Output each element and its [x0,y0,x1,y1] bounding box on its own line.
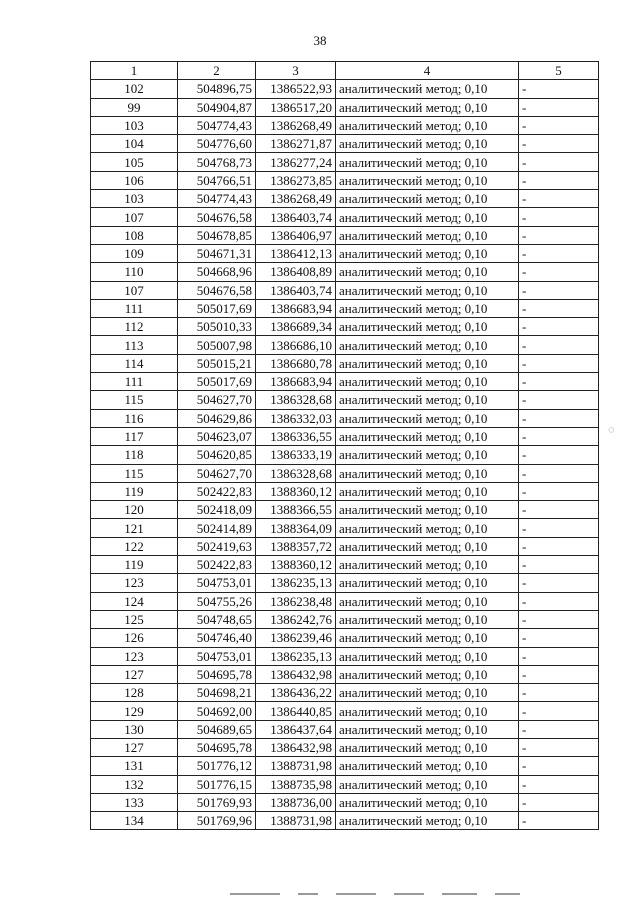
y-coordinate-cell: 1386403,74 [256,208,336,226]
x-coordinate-cell: 505017,69 [178,299,256,317]
y-coordinate-cell: 1386242,76 [256,610,336,628]
note-cell: - [519,116,599,134]
point-number-cell: 103 [91,190,178,208]
table-row [91,190,599,208]
note-cell: - [519,299,599,317]
table-row [91,574,599,592]
x-coordinate-cell: 504671,31 [178,244,256,262]
note-cell: - [519,702,599,720]
note-cell: - [519,409,599,427]
y-coordinate-cell: 1386235,13 [256,647,336,665]
method-accuracy-cell: аналитический метод; 0,10 [336,482,519,500]
table-row [91,482,599,500]
method-accuracy-cell: аналитический метод; 0,10 [336,775,519,793]
table-row [91,812,599,830]
y-coordinate-cell: 1388731,98 [256,812,336,830]
point-number-cell: 108 [91,226,178,244]
y-coordinate-cell: 1386440,85 [256,702,336,720]
method-accuracy-cell: аналитический метод; 0,10 [336,171,519,189]
note-cell: - [519,592,599,610]
table-row [91,263,599,281]
point-number-cell: 126 [91,629,178,647]
note-cell: - [519,757,599,775]
method-accuracy-cell: аналитический метод; 0,10 [336,629,519,647]
point-number-cell: 127 [91,665,178,683]
note-cell: - [519,482,599,500]
method-accuracy-cell: аналитический метод; 0,10 [336,281,519,299]
table-header-row [91,62,599,80]
x-coordinate-cell: 504678,85 [178,226,256,244]
y-coordinate-cell: 1388735,98 [256,775,336,793]
page-number: 38 [313,33,327,48]
method-accuracy-cell: аналитический метод; 0,10 [336,135,519,153]
y-coordinate-cell: 1386239,46 [256,629,336,647]
point-number-cell: 114 [91,354,178,372]
method-accuracy-cell: аналитический метод; 0,10 [336,812,519,830]
method-accuracy-cell: аналитический метод; 0,10 [336,537,519,555]
method-accuracy-cell: аналитический метод; 0,10 [336,263,519,281]
point-number-cell: 118 [91,446,178,464]
note-cell: - [519,574,599,592]
x-coordinate-cell: 504755,26 [178,592,256,610]
y-coordinate-cell: 1386268,49 [256,116,336,134]
point-number-cell: 134 [91,812,178,830]
point-number-cell: 115 [91,464,178,482]
point-number-cell: 124 [91,592,178,610]
table-row [91,299,599,317]
method-accuracy-cell: аналитический метод; 0,10 [336,519,519,537]
x-coordinate-cell: 504627,70 [178,391,256,409]
point-number-cell: 123 [91,574,178,592]
x-coordinate-cell: 504753,01 [178,647,256,665]
x-coordinate-cell: 502422,83 [178,482,256,500]
x-coordinate-cell: 504768,73 [178,153,256,171]
x-coordinate-cell: 502419,63 [178,537,256,555]
table-row [91,80,599,98]
x-coordinate-cell: 504620,85 [178,446,256,464]
method-accuracy-cell: аналитический метод; 0,10 [336,592,519,610]
y-coordinate-cell: 1386268,49 [256,190,336,208]
y-coordinate-cell: 1386336,55 [256,427,336,445]
point-number-cell: 112 [91,318,178,336]
method-accuracy-cell: аналитический метод; 0,10 [336,501,519,519]
table-body [91,80,599,830]
point-number-cell: 110 [91,263,178,281]
point-number-cell: 130 [91,720,178,738]
y-coordinate-cell: 1386406,97 [256,226,336,244]
y-coordinate-cell: 1386437,64 [256,720,336,738]
point-number-cell: 116 [91,409,178,427]
note-cell: - [519,629,599,647]
table-row [91,665,599,683]
x-coordinate-cell: 504627,70 [178,464,256,482]
method-accuracy-cell: аналитический метод; 0,10 [336,318,519,336]
method-accuracy-cell: аналитический метод; 0,10 [336,336,519,354]
table-row [91,354,599,372]
method-accuracy-cell: аналитический метод; 0,10 [336,702,519,720]
method-accuracy-cell: аналитический метод; 0,10 [336,373,519,391]
method-accuracy-cell: аналитический метод; 0,10 [336,208,519,226]
point-number-cell: 120 [91,501,178,519]
y-coordinate-cell: 1386235,13 [256,574,336,592]
table-row [91,775,599,793]
table-row [91,556,599,574]
method-accuracy-cell: аналитический метод; 0,10 [336,556,519,574]
point-number-cell: 115 [91,391,178,409]
method-accuracy-cell: аналитический метод; 0,10 [336,647,519,665]
note-cell: - [519,793,599,811]
x-coordinate-cell: 501776,12 [178,757,256,775]
y-coordinate-cell: 1388731,98 [256,757,336,775]
y-coordinate-cell: 1386432,98 [256,738,336,756]
x-coordinate-cell: 501769,93 [178,793,256,811]
table-row [91,281,599,299]
method-accuracy-cell: аналитический метод; 0,10 [336,793,519,811]
x-coordinate-cell: 501769,96 [178,812,256,830]
y-coordinate-cell: 1386271,87 [256,135,336,153]
table-row [91,738,599,756]
y-coordinate-cell: 1386403,74 [256,281,336,299]
table-row [91,647,599,665]
point-number-cell: 102 [91,80,178,98]
table-row [91,208,599,226]
y-coordinate-cell: 1386436,22 [256,684,336,702]
x-coordinate-cell: 505017,69 [178,373,256,391]
method-accuracy-cell: аналитический метод; 0,10 [336,153,519,171]
note-cell: - [519,775,599,793]
x-coordinate-cell: 504689,65 [178,720,256,738]
note-cell: - [519,190,599,208]
table-row [91,98,599,116]
table-row [91,409,599,427]
table-row [91,153,599,171]
method-accuracy-cell: аналитический метод; 0,10 [336,464,519,482]
point-number-cell: 119 [91,556,178,574]
x-coordinate-cell: 501776,15 [178,775,256,793]
table-row [91,427,599,445]
x-coordinate-cell: 504695,78 [178,665,256,683]
table-row [91,757,599,775]
table-row [91,537,599,555]
y-coordinate-cell: 1388360,12 [256,482,336,500]
method-accuracy-cell: аналитический метод; 0,10 [336,610,519,628]
table-row [91,793,599,811]
point-number-cell: 99 [91,98,178,116]
table-row [91,702,599,720]
note-cell: - [519,427,599,445]
table-row [91,116,599,134]
method-accuracy-cell: аналитический метод; 0,10 [336,98,519,116]
table-row [91,446,599,464]
point-number-cell: 104 [91,135,178,153]
method-accuracy-cell: аналитический метод; 0,10 [336,80,519,98]
method-accuracy-cell: аналитический метод; 0,10 [336,757,519,775]
note-cell: - [519,153,599,171]
y-coordinate-cell: 1386412,13 [256,244,336,262]
x-coordinate-cell: 505010,33 [178,318,256,336]
x-coordinate-cell: 504676,58 [178,281,256,299]
table-row [91,391,599,409]
y-coordinate-cell: 1386680,78 [256,354,336,372]
method-accuracy-cell: аналитический метод; 0,10 [336,190,519,208]
point-number-cell: 125 [91,610,178,628]
note-cell: - [519,373,599,391]
y-coordinate-cell: 1386686,10 [256,336,336,354]
y-coordinate-cell: 1388366,55 [256,501,336,519]
method-accuracy-cell: аналитический метод; 0,10 [336,354,519,372]
y-coordinate-cell: 1386333,19 [256,446,336,464]
note-cell: - [519,647,599,665]
note-cell: - [519,501,599,519]
note-cell: - [519,464,599,482]
x-coordinate-cell: 504746,40 [178,629,256,647]
table-row [91,684,599,702]
x-coordinate-cell: 504676,58 [178,208,256,226]
x-coordinate-cell: 504748,65 [178,610,256,628]
column-header-5: 5 [519,62,599,80]
note-cell: - [519,281,599,299]
table-row [91,373,599,391]
x-coordinate-cell: 504695,78 [178,738,256,756]
footer-scan-marks [230,893,610,897]
table-row [91,464,599,482]
y-coordinate-cell: 1386683,94 [256,299,336,317]
y-coordinate-cell: 1386277,24 [256,153,336,171]
margin-mark: ◌ [608,424,615,436]
note-cell: - [519,226,599,244]
note-cell: - [519,391,599,409]
note-cell: - [519,720,599,738]
note-cell: - [519,812,599,830]
y-coordinate-cell: 1386522,93 [256,80,336,98]
table-row [91,336,599,354]
coordinates-table [90,61,599,830]
note-cell: - [519,336,599,354]
point-number-cell: 103 [91,116,178,134]
x-coordinate-cell: 502422,83 [178,556,256,574]
method-accuracy-cell: аналитический метод; 0,10 [336,116,519,134]
table-row [91,519,599,537]
column-header-1: 1 [91,62,178,80]
y-coordinate-cell: 1386408,89 [256,263,336,281]
table-row [91,629,599,647]
point-number-cell: 117 [91,427,178,445]
x-coordinate-cell: 504774,43 [178,116,256,134]
point-number-cell: 107 [91,281,178,299]
note-cell: - [519,135,599,153]
method-accuracy-cell: аналитический метод; 0,10 [336,720,519,738]
note-cell: - [519,610,599,628]
y-coordinate-cell: 1386332,03 [256,409,336,427]
y-coordinate-cell: 1386432,98 [256,665,336,683]
table-row [91,171,599,189]
note-cell: - [519,263,599,281]
point-number-cell: 119 [91,482,178,500]
x-coordinate-cell: 504753,01 [178,574,256,592]
y-coordinate-cell: 1388736,00 [256,793,336,811]
x-coordinate-cell: 504896,75 [178,80,256,98]
note-cell: - [519,738,599,756]
method-accuracy-cell: аналитический метод; 0,10 [336,427,519,445]
method-accuracy-cell: аналитический метод; 0,10 [336,665,519,683]
column-header-4: 4 [336,62,519,80]
x-coordinate-cell: 504668,96 [178,263,256,281]
point-number-cell: 128 [91,684,178,702]
y-coordinate-cell: 1386238,48 [256,592,336,610]
x-coordinate-cell: 502418,09 [178,501,256,519]
y-coordinate-cell: 1386328,68 [256,391,336,409]
method-accuracy-cell: аналитический метод; 0,10 [336,684,519,702]
note-cell: - [519,556,599,574]
x-coordinate-cell: 504629,86 [178,409,256,427]
table-row [91,318,599,336]
y-coordinate-cell: 1388357,72 [256,537,336,555]
note-cell: - [519,208,599,226]
x-coordinate-cell: 504698,21 [178,684,256,702]
method-accuracy-cell: аналитический метод; 0,10 [336,446,519,464]
note-cell: - [519,354,599,372]
y-coordinate-cell: 1386689,34 [256,318,336,336]
note-cell: - [519,537,599,555]
method-accuracy-cell: аналитический метод; 0,10 [336,409,519,427]
point-number-cell: 123 [91,647,178,665]
point-number-cell: 106 [91,171,178,189]
point-number-cell: 127 [91,738,178,756]
table-row [91,226,599,244]
table-row [91,592,599,610]
x-coordinate-cell: 504774,43 [178,190,256,208]
note-cell: - [519,446,599,464]
table-row [91,244,599,262]
note-cell: - [519,98,599,116]
point-number-cell: 111 [91,299,178,317]
table-row [91,720,599,738]
point-number-cell: 107 [91,208,178,226]
table-row [91,501,599,519]
point-number-cell: 133 [91,793,178,811]
x-coordinate-cell: 504904,87 [178,98,256,116]
method-accuracy-cell: аналитический метод; 0,10 [336,299,519,317]
method-accuracy-cell: аналитический метод; 0,10 [336,226,519,244]
note-cell: - [519,665,599,683]
point-number-cell: 111 [91,373,178,391]
point-number-cell: 131 [91,757,178,775]
y-coordinate-cell: 1386517,20 [256,98,336,116]
method-accuracy-cell: аналитический метод; 0,10 [336,574,519,592]
method-accuracy-cell: аналитический метод; 0,10 [336,244,519,262]
x-coordinate-cell: 505007,98 [178,336,256,354]
x-coordinate-cell: 504692,00 [178,702,256,720]
point-number-cell: 105 [91,153,178,171]
column-header-3: 3 [256,62,336,80]
point-number-cell: 113 [91,336,178,354]
note-cell: - [519,80,599,98]
note-cell: - [519,684,599,702]
point-number-cell: 121 [91,519,178,537]
x-coordinate-cell: 504623,07 [178,427,256,445]
y-coordinate-cell: 1386683,94 [256,373,336,391]
x-coordinate-cell: 504776,60 [178,135,256,153]
x-coordinate-cell: 502414,89 [178,519,256,537]
point-number-cell: 129 [91,702,178,720]
table-row [91,135,599,153]
note-cell: - [519,519,599,537]
note-cell: - [519,171,599,189]
column-header-2: 2 [178,62,256,80]
note-cell: - [519,244,599,262]
y-coordinate-cell: 1388364,09 [256,519,336,537]
method-accuracy-cell: аналитический метод; 0,10 [336,391,519,409]
method-accuracy-cell: аналитический метод; 0,10 [336,738,519,756]
point-number-cell: 109 [91,244,178,262]
table-row [91,610,599,628]
note-cell: - [519,318,599,336]
x-coordinate-cell: 504766,51 [178,171,256,189]
point-number-cell: 122 [91,537,178,555]
point-number-cell: 132 [91,775,178,793]
y-coordinate-cell: 1386273,85 [256,171,336,189]
y-coordinate-cell: 1386328,68 [256,464,336,482]
y-coordinate-cell: 1388360,12 [256,556,336,574]
x-coordinate-cell: 505015,21 [178,354,256,372]
